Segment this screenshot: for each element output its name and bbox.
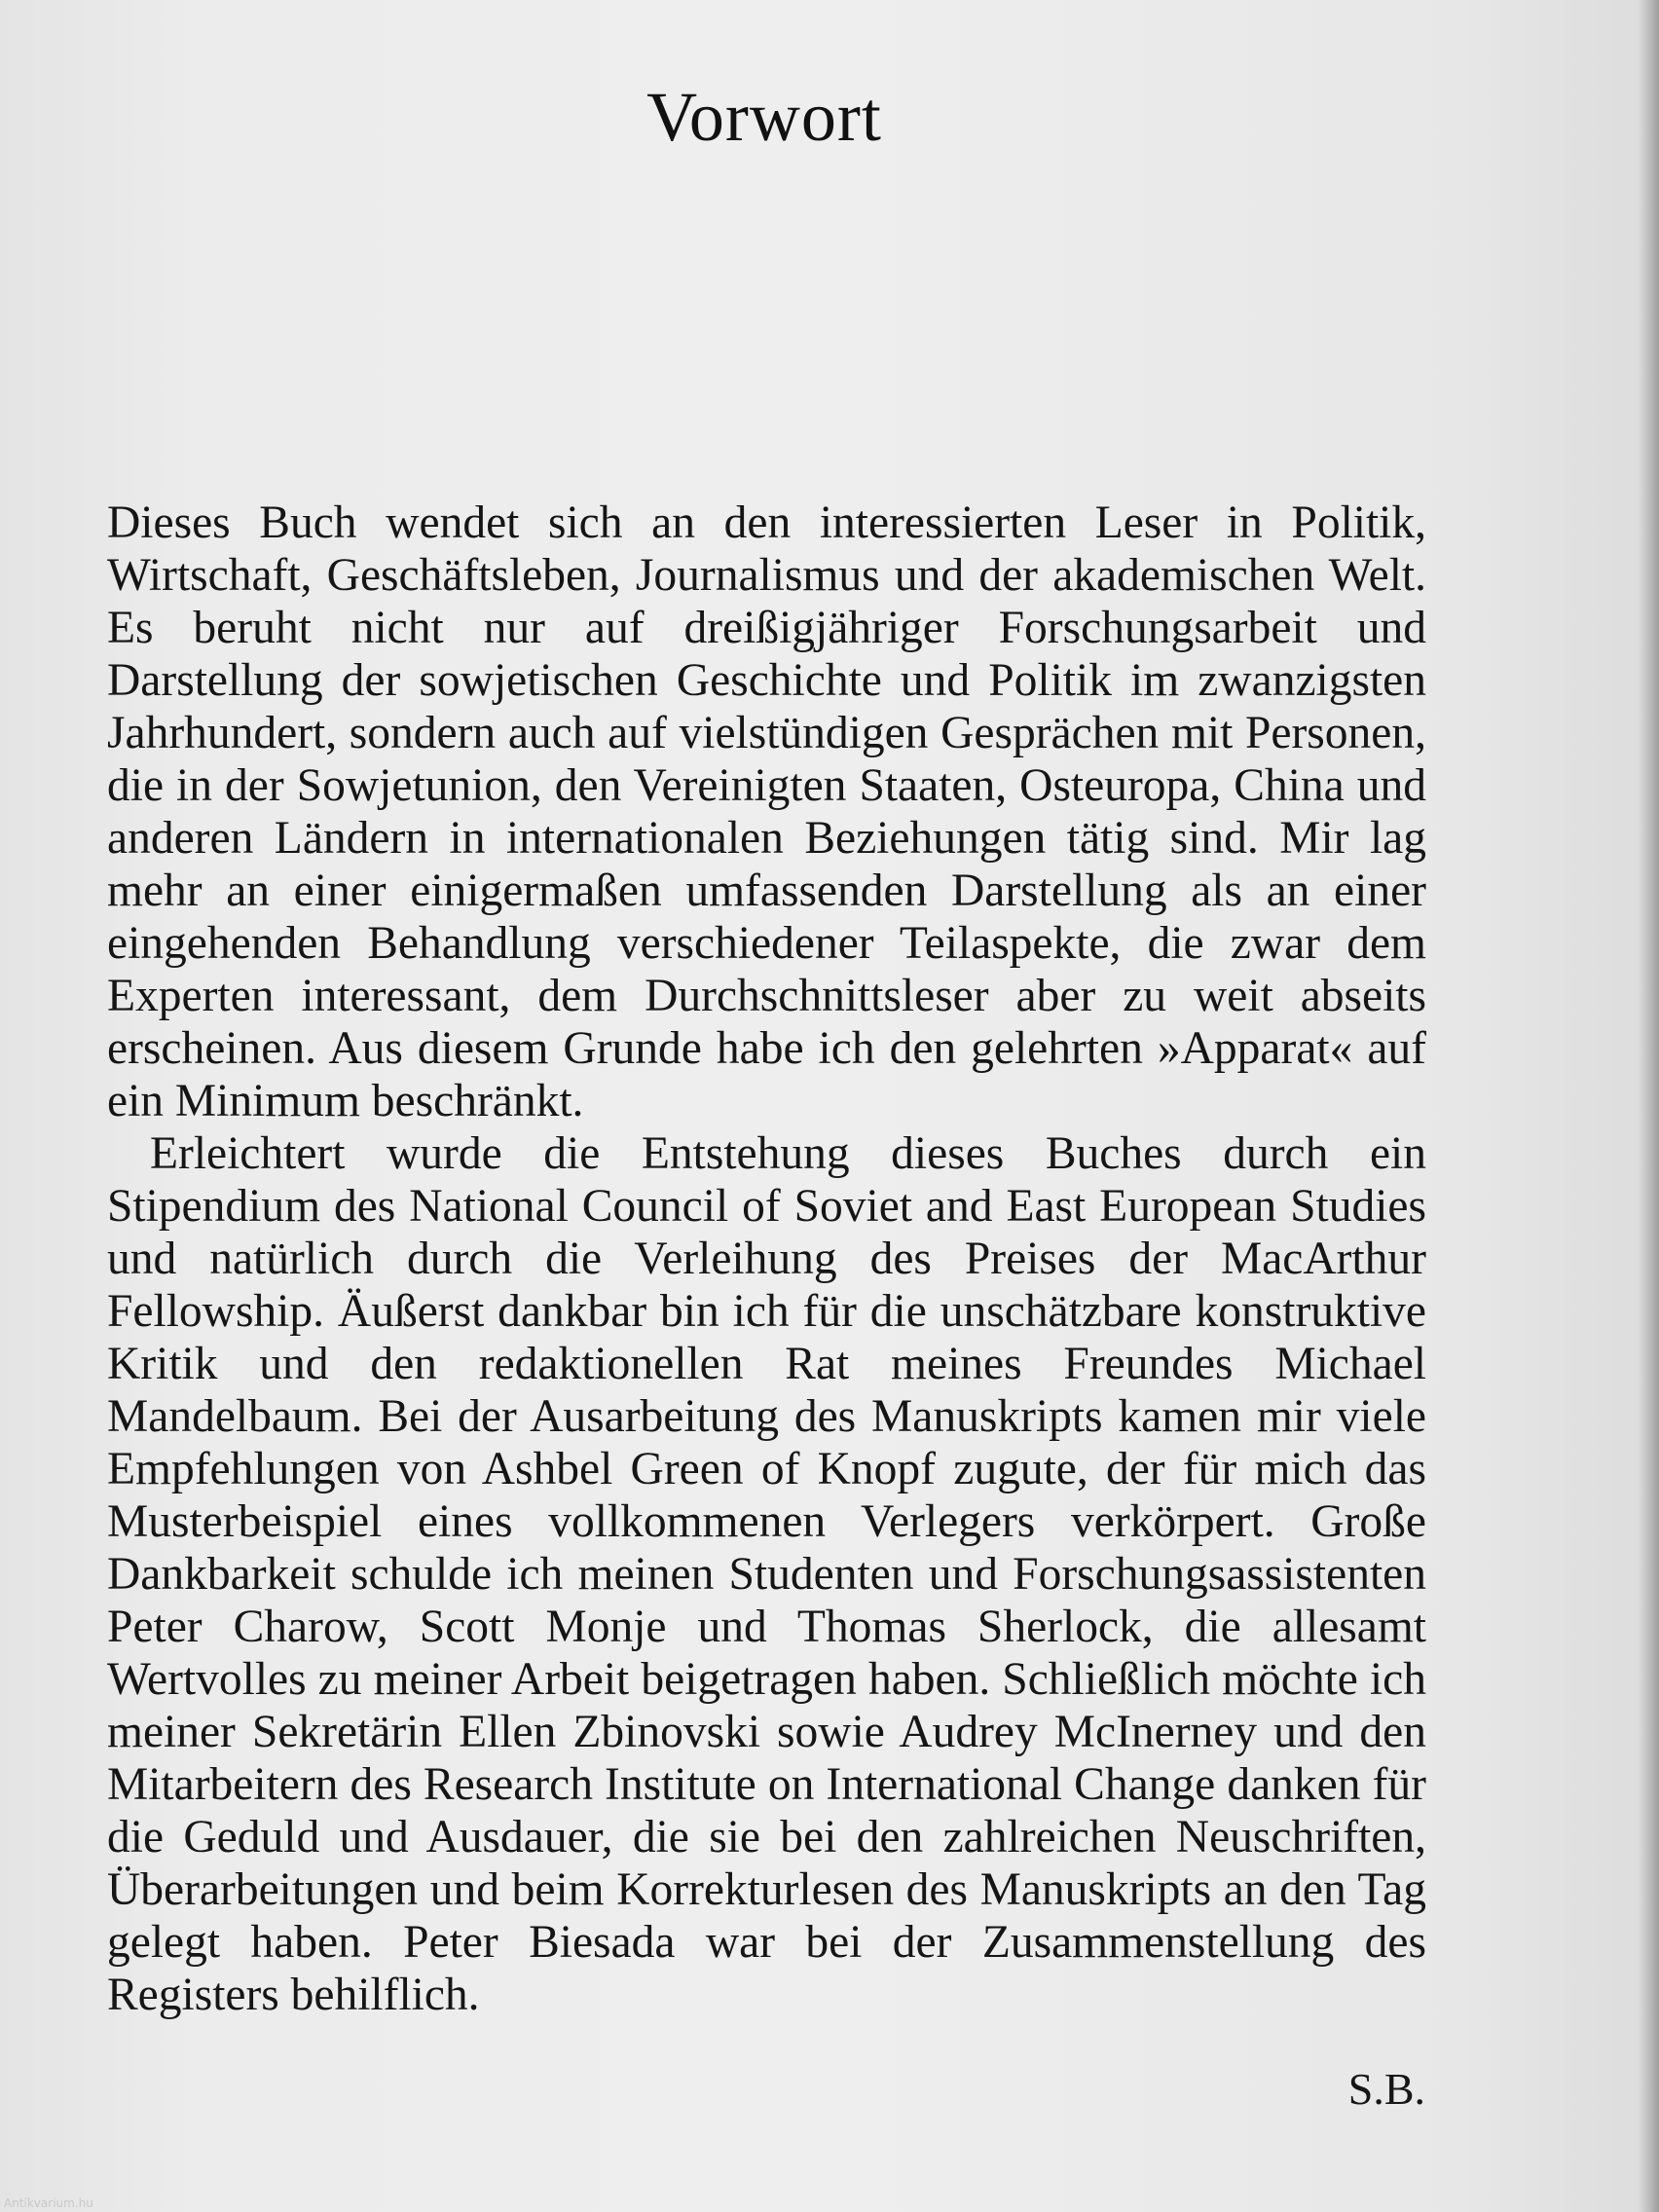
- paragraph-2: Erleichtert wurde die Entstehung dieses Buches durch ein Stipendium des National Council of Soviet and East European Studies und natürlich durch die Verleihung des Preises der MacArthur Fellowship. Äußerst dankbar bin ich für die unschätzbare konstruktive Kritik und den redaktionellen Rat meines Freundes Michael Mandelbaum. Bei der Ausarbeitung des Manuskripts kamen mir viele Empfehlungen von Ashbel Green of Knopf zugute, der für mich das Musterbeispiel eines vollkommenen Verlegers verkörpert. Große Dankbarkeit schulde ich meinen Studenten und Forschungsassistenten Peter Charow, Scott Monje und Thomas Sherlock, die allesamt Wertvolles zu meiner Arbeit beigetragen haben. Schließlich möchte ich meiner Sekretärin Ellen Zbinovski sowie Audrey McInerney und den Mitarbeitern des Research Institute on International Change danken für die Geduld und Ausdauer, die sie bei den zahlreichen Neuschriften, Überarbeitungen und beim Korrekturlesen des Manuskripts an den Tag gelegt haben. Peter Biesada war bei der Zusammenstellung des Registers behilflich.: [107, 1128, 1426, 2020]
- author-initials: S.B.: [1347, 2064, 1425, 2114]
- page-edge-shadow: [1640, 0, 1659, 2212]
- body-text: [107, 497, 1426, 2021]
- paragraph-1: Dieses Buch wendet sich an den interessierten Leser in Politik, Wirtschaft, Geschäftsleben, Journalismus und der akademischen Welt. Es beruht nicht nur auf dreißigjähriger Forschungsarbeit und Darstellung der sowjetischen Geschichte und Politik im zwanzigsten Jahrhundert, sondern auch auf vielstündigen Gesprächen mit Personen, die in der Sowjetunion, den Vereinigten Staaten, Osteuropa, China und anderen Ländern in internationalen Beziehungen tätig sind. Mir lag mehr an einer einigermaßen umfassenden Darstellung als an einer eingehenden Behandlung verschiedener Teilaspekte, die zwar dem Experten interessant, dem Durchschnittsleser aber zu weit abseits erscheinen. Aus diesem Grunde habe ich den gelehrten »Apparat« auf ein Minimum beschränkt.: [107, 498, 1426, 1126]
- watermark: Antikvarium.hu: [4, 2196, 93, 2210]
- page-title: Vorwort: [646, 78, 882, 156]
